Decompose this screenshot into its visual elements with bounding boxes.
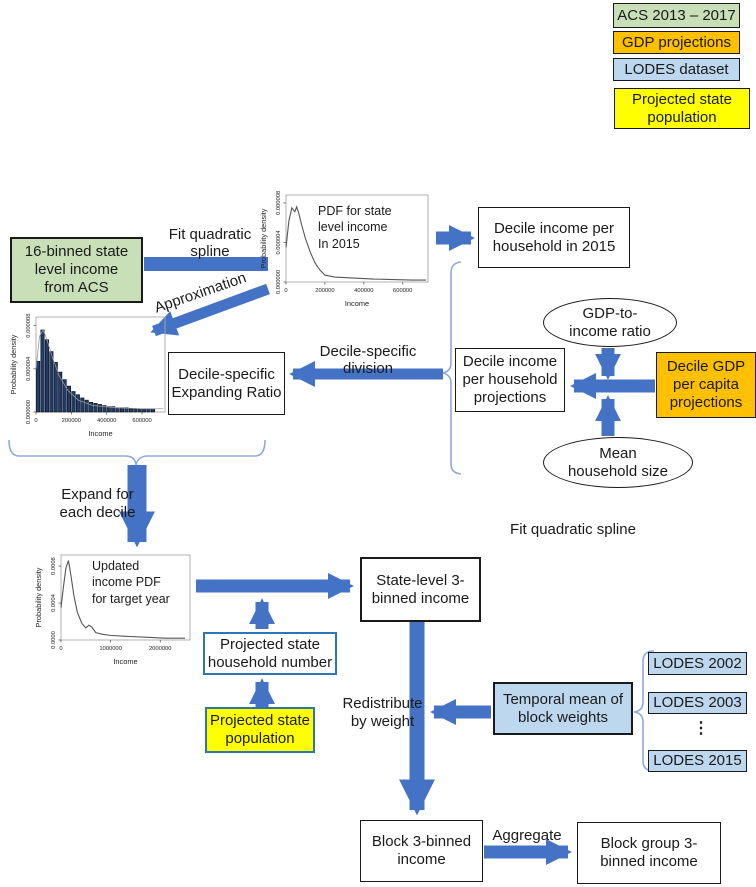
label-aggregate: Aggregate	[492, 827, 562, 844]
node-decile-gdp-capita	[656, 352, 756, 418]
svg-text:0.000004: 0.000004	[276, 230, 282, 255]
label-expand-each-decile: Expand for each decile	[59, 486, 136, 521]
node-state-3binned-label: State-level 3- binned income	[371, 571, 470, 607]
svg-text:0: 0	[34, 418, 38, 424]
legend-lodes	[613, 58, 740, 81]
svg-text:200000: 200000	[315, 288, 335, 294]
node-gdp-income-ratio	[543, 298, 677, 347]
node-expanding-ratio	[168, 352, 285, 415]
node-decile-income-projections-label: Decile income per household projections	[462, 353, 558, 406]
svg-text:0: 0	[284, 288, 288, 294]
node-projected-population-label: Projected state population	[209, 712, 311, 747]
legend-acs	[613, 3, 740, 28]
svg-text:0.000004: 0.000004	[26, 356, 32, 381]
svg-text:Probability density: Probability density	[9, 334, 18, 395]
brace-under-histogram	[9, 440, 265, 465]
node-mean-household-size	[543, 437, 693, 488]
chart-updated-pdf-annotation: Updated income PDF for target year	[92, 559, 170, 606]
node-lodes-2002-label: LODES 2002	[653, 654, 742, 672]
node-lodes-2003	[648, 692, 747, 714]
label-decile-specific-division: Decile-specific division	[319, 343, 417, 377]
label-fit-quadratic-spline-1: Fit quadratic spline	[168, 226, 252, 260]
legend-gdp	[613, 31, 740, 54]
node-blockgroup-3binned	[577, 822, 721, 884]
legend-population	[614, 88, 750, 129]
node-block-3binned-label: Block 3-binned income	[371, 833, 472, 868]
node-16binned-income-label: 16-binned state level income from ACS	[24, 243, 129, 296]
svg-text:0.0008: 0.0008	[51, 557, 57, 575]
svg-text:0: 0	[59, 646, 63, 652]
svg-text:200000: 200000	[61, 418, 82, 424]
node-projected-household	[203, 632, 337, 675]
node-decile-income-2015	[478, 207, 630, 268]
svg-text:600000: 600000	[393, 288, 413, 294]
svg-text:1000000: 1000000	[99, 646, 122, 652]
label-fit-quadratic-spline-2: Fit quadratic spline	[510, 521, 636, 538]
node-decile-gdp-capita-label: Decile GDP per capita projections	[666, 358, 746, 411]
node-blockgroup-3binned-label: Block group 3- binned income	[600, 835, 698, 870]
chart-pdf-2015-annotation: PDF for state level income In 2015	[318, 204, 392, 251]
node-lodes-2015-label: LODES 2015	[653, 752, 742, 770]
lodes-ellipsis: ⋮	[693, 720, 709, 737]
node-expanding-ratio-label: Decile-specific Expanding Ratio	[171, 365, 282, 401]
svg-text:0.0004: 0.0004	[51, 594, 57, 612]
label-approximation: Approximation	[152, 269, 249, 317]
svg-text:600000: 600000	[132, 418, 152, 424]
svg-text:Probability density: Probability density	[259, 208, 268, 269]
node-mean-household-size-label: Mean household size	[567, 444, 669, 480]
node-lodes-2002	[648, 652, 747, 675]
svg-text:0.0000: 0.0000	[51, 631, 57, 649]
node-block-3binned	[360, 820, 483, 882]
node-decile-income-2015-label: Decile income per household in 2015	[492, 219, 616, 255]
legend-gdp-label: GDP projections	[622, 33, 731, 51]
legend-population-label: Projected state population	[631, 90, 733, 126]
svg-text:Income: Income	[88, 429, 113, 438]
svg-text:Income: Income	[344, 299, 370, 308]
svg-text:0.000000: 0.000000	[26, 399, 32, 425]
svg-text:400000: 400000	[354, 288, 374, 294]
node-16binned-income	[10, 237, 143, 303]
node-gdp-income-ratio-label: GDP-to- income ratio	[569, 304, 651, 340]
svg-text:0.000008: 0.000008	[26, 313, 32, 338]
svg-text:2000000: 2000000	[148, 646, 172, 652]
svg-text:Probability density: Probability density	[34, 567, 43, 628]
svg-text:0.000000: 0.000000	[276, 269, 282, 295]
node-projected-population	[205, 707, 315, 753]
node-projected-household-label: Projected state household number	[207, 635, 333, 671]
node-lodes-2015	[648, 750, 747, 772]
node-temporal-mean-label: Temporal mean of block weights	[502, 690, 624, 726]
label-redistribute-by-weight: Redistribute by weight	[342, 695, 423, 730]
legend-acs-label: ACS 2013 – 2017	[617, 6, 736, 24]
svg-text:400000: 400000	[97, 418, 117, 424]
svg-text:Income: Income	[113, 657, 138, 666]
svg-text:0.000008: 0.000008	[276, 190, 282, 216]
node-state-3binned	[360, 557, 481, 622]
chart-histogram	[8, 312, 170, 438]
node-lodes-2003-label: LODES 2003	[653, 694, 742, 712]
node-temporal-mean	[493, 682, 633, 735]
legend-lodes-label: LODES dataset	[624, 60, 729, 78]
node-decile-income-projections	[455, 348, 565, 412]
